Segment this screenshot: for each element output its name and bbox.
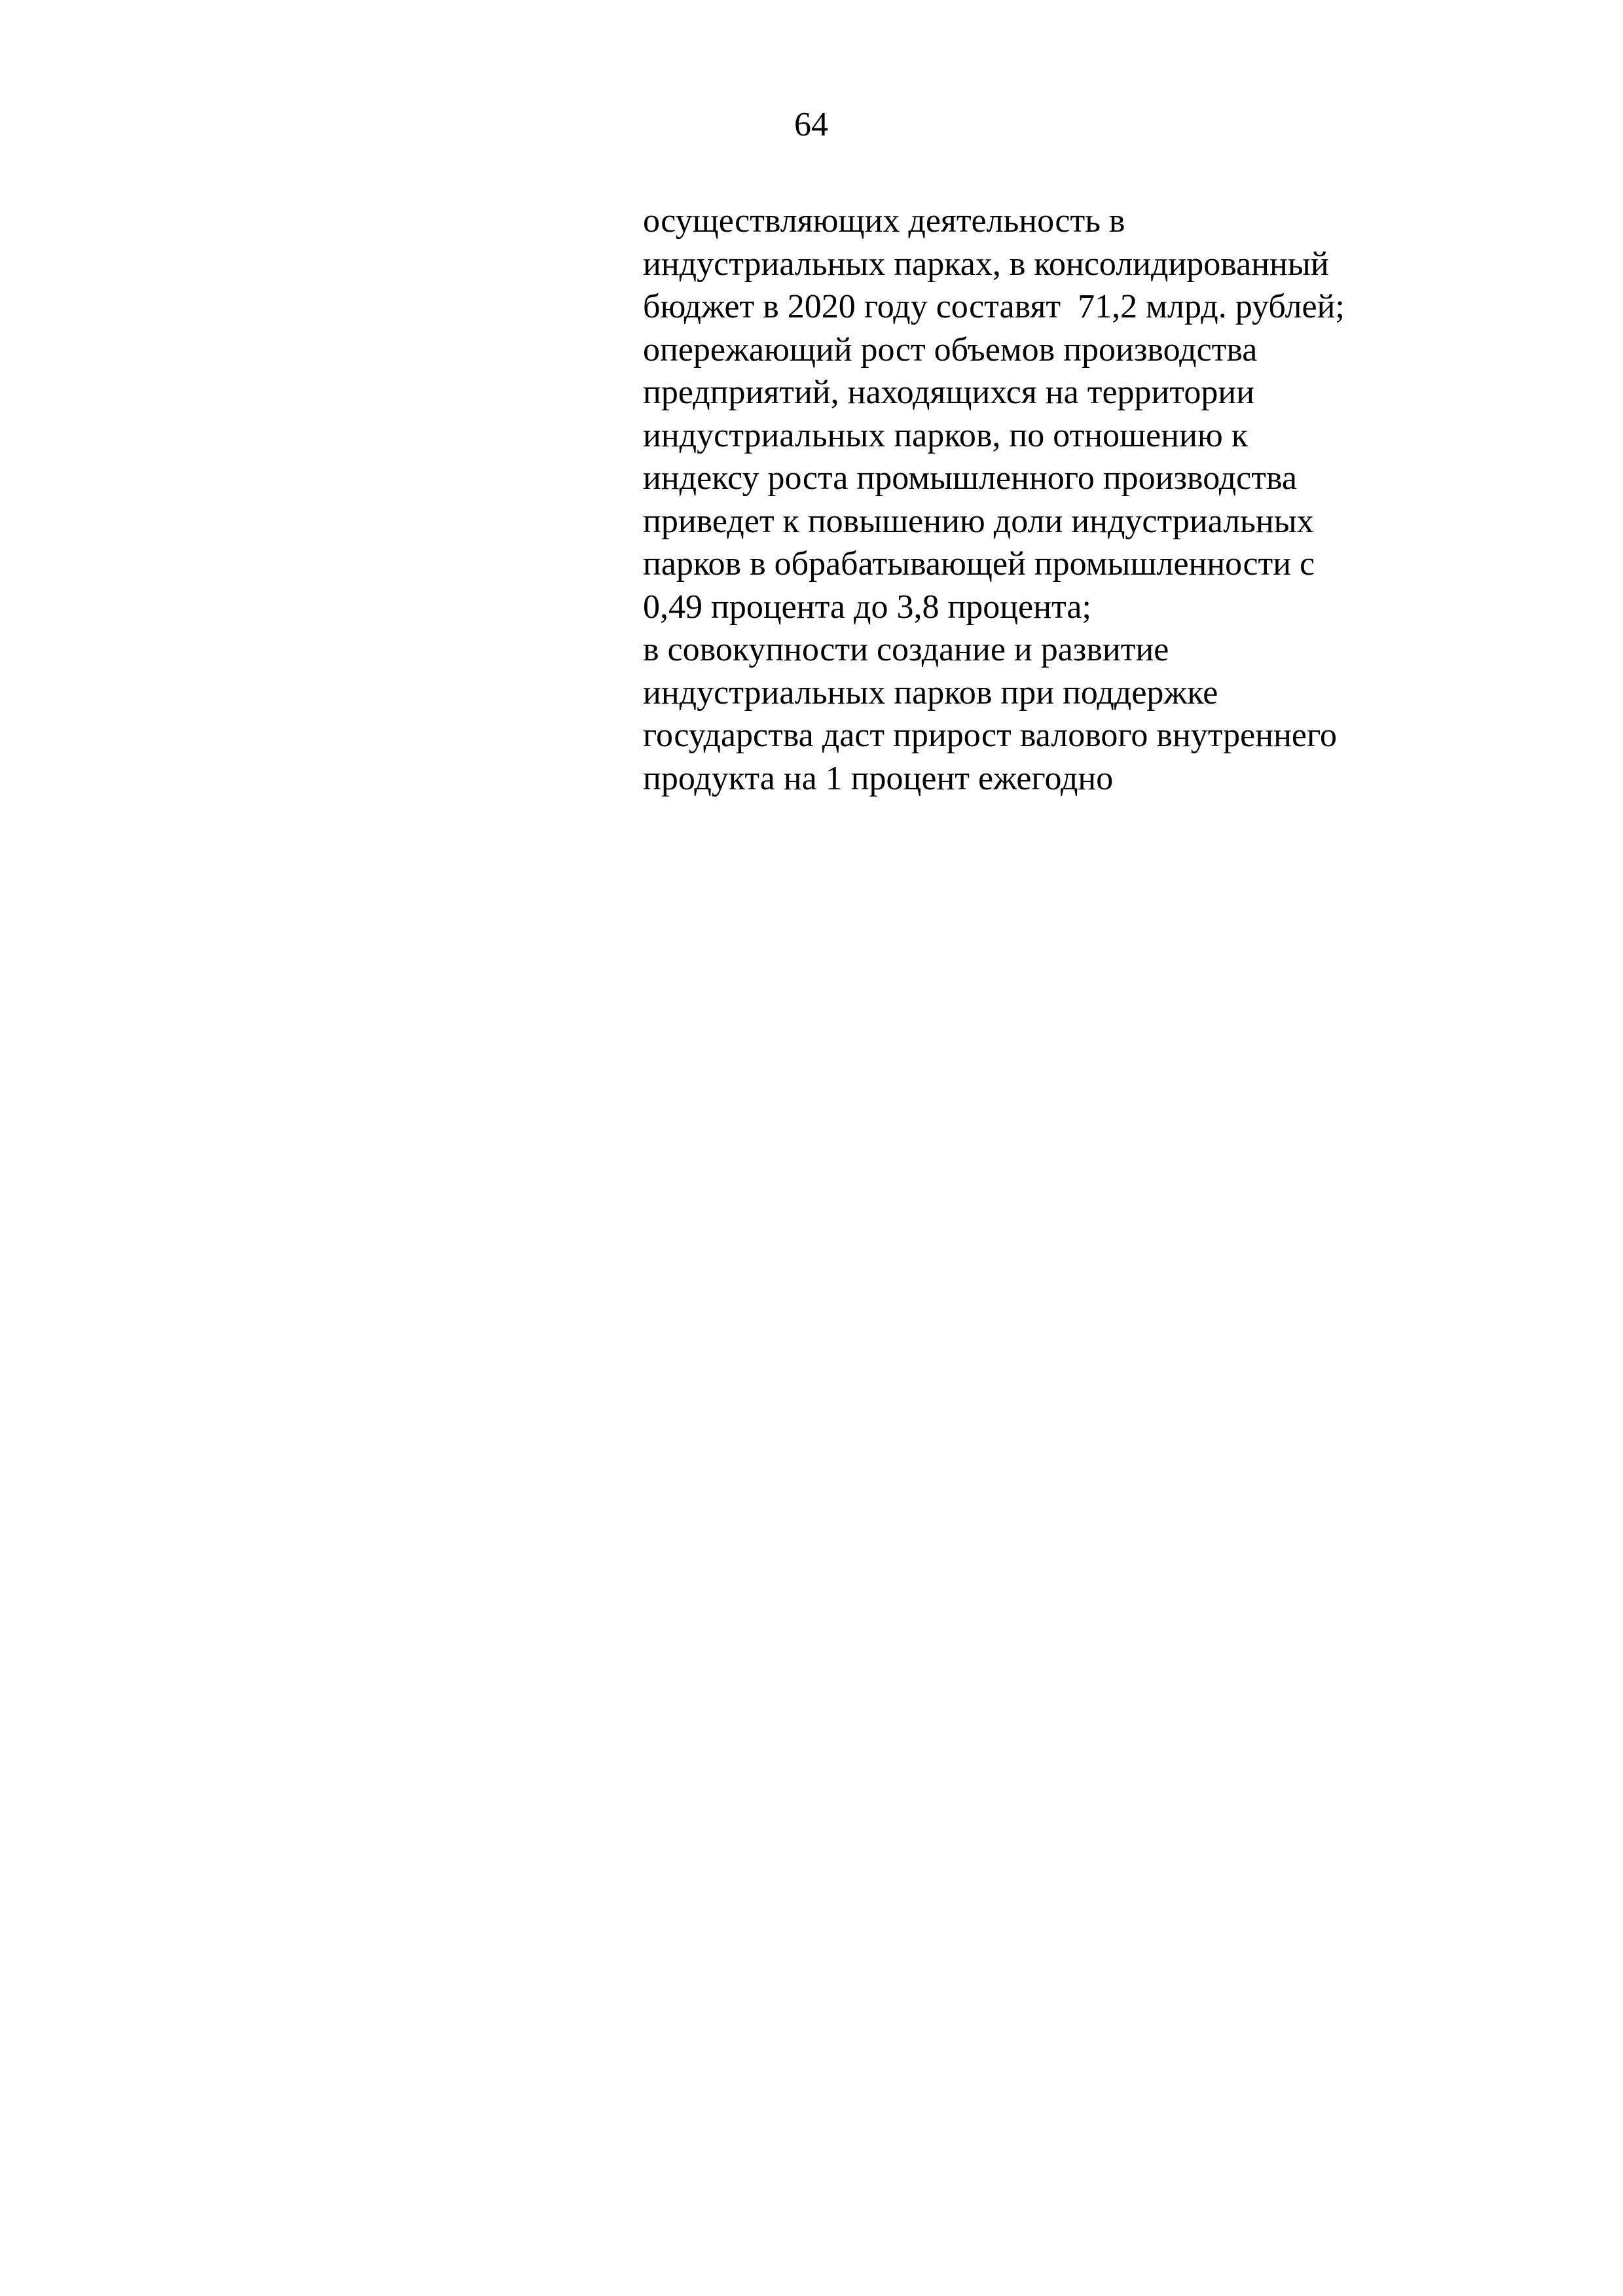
- text-line: государства даст прирост валового внутреннего: [643, 717, 1338, 754]
- text-line: индустриальных парках, в консолидированный: [643, 245, 1329, 283]
- text-line: 0,49 процента до 3,8 процента;: [643, 588, 1091, 626]
- text-line: индустриальных парков, по отношению к: [643, 416, 1249, 454]
- text-line: предприятий, находящихся на территории: [643, 374, 1255, 411]
- text-line: бюджет в 2020 году составят 71,2 млрд. рублей;: [643, 288, 1345, 325]
- document-body-text: [643, 200, 1592, 800]
- text-line: в совокупности создание и развитие: [643, 631, 1169, 668]
- text-line: приведет к повышению доли индустриальных: [643, 502, 1314, 540]
- text-line: осуществляющих деятельность в: [643, 202, 1125, 240]
- text-line: опережающий рост объемов производства: [643, 331, 1258, 368]
- text-line: индустриальных парков при поддержке: [643, 673, 1218, 711]
- page-number: 64: [794, 106, 828, 143]
- text-line: индексу роста промышленного производства: [643, 459, 1297, 497]
- text-line: парков в обрабатывающей промышленности с: [643, 545, 1315, 583]
- text-line: продукта на 1 процент ежегодно: [643, 759, 1114, 797]
